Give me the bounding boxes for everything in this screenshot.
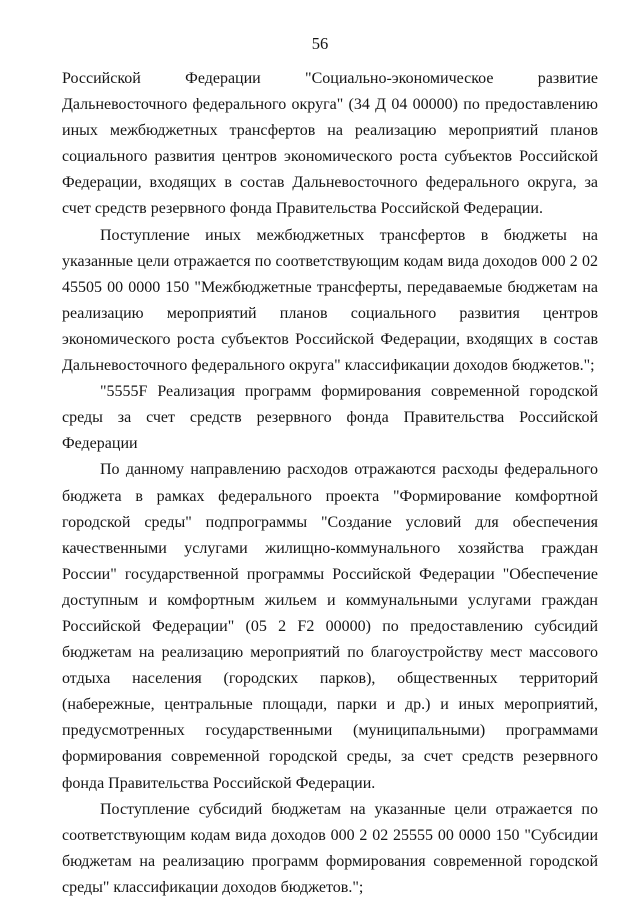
page-number: 56 [311, 34, 329, 53]
paragraph-transfers-income: Поступление иных межбюджетных трансфертов в бюджеты на указанные цели отражается по соответствующим кодам вида доходов 000 2 02 45505 00 0000 150 "Межбюджетные трансферты, передаваемые бюджетам на реализацию мероприятий планов социального развития центров экономического роста субъектов Российской Федерации, входящих в состав Дальневосточного федерального округа" классификации доходов бюджетов."; [62, 226, 598, 375]
paragraph-expense-description: По данному направлению расходов отражаются расходы федерального бюджета в рамках федерального проекта "Формирование комфортной городской среды" подпрограммы "Создание условий для обеспечения качественными услугами жилищно-коммунального хозяйства граждан России" государственной программы Российской Федерации "Обеспечение доступным и комфортным жильем и коммунальными услугами граждан Российской Федерации" (05 2 F2 00000) по предоставлению субсидий бюджетам на реализацию мероприятий по благоустройству мест массового отдыха населения (городских парков), общественных территорий (набережные, центральные площади, парки и др.) и иных мероприятий, предусмотренных государственными (муниципальными) программами формирования современной городской среды, за счет средств резервного фонда Правительства Российской Федерации. [62, 461, 598, 792]
paragraph-expense-code-heading: "5555F Реализация программ формирования современной городской среды за счет средств резервного фонда Правительства Российской Федерации [62, 383, 598, 453]
document-body [62, 66, 598, 901]
paragraph-continuation: Российской Федерации "Социально-экономическое развитие Дальневосточного федерального округа" (34 Д 04 00000) по предоставлению иных межбюджетных трансфертов на реализацию мероприятий планов социального развития центров экономического роста субъектов Российской Федерации, входящих в состав Дальневосточного федерального округа, за счет средств резервного фонда Правительства Российской Федерации. [62, 70, 598, 218]
paragraph-subsidies-income: Поступление субсидий бюджетам на указанные цели отражается по соответствующим кодам вида доходов 000 2 02 25555 00 0000 150 "Субсидии бюджетам на реализацию программ формирования современной городской среды" классификации доходов бюджетов."; [62, 800, 598, 896]
